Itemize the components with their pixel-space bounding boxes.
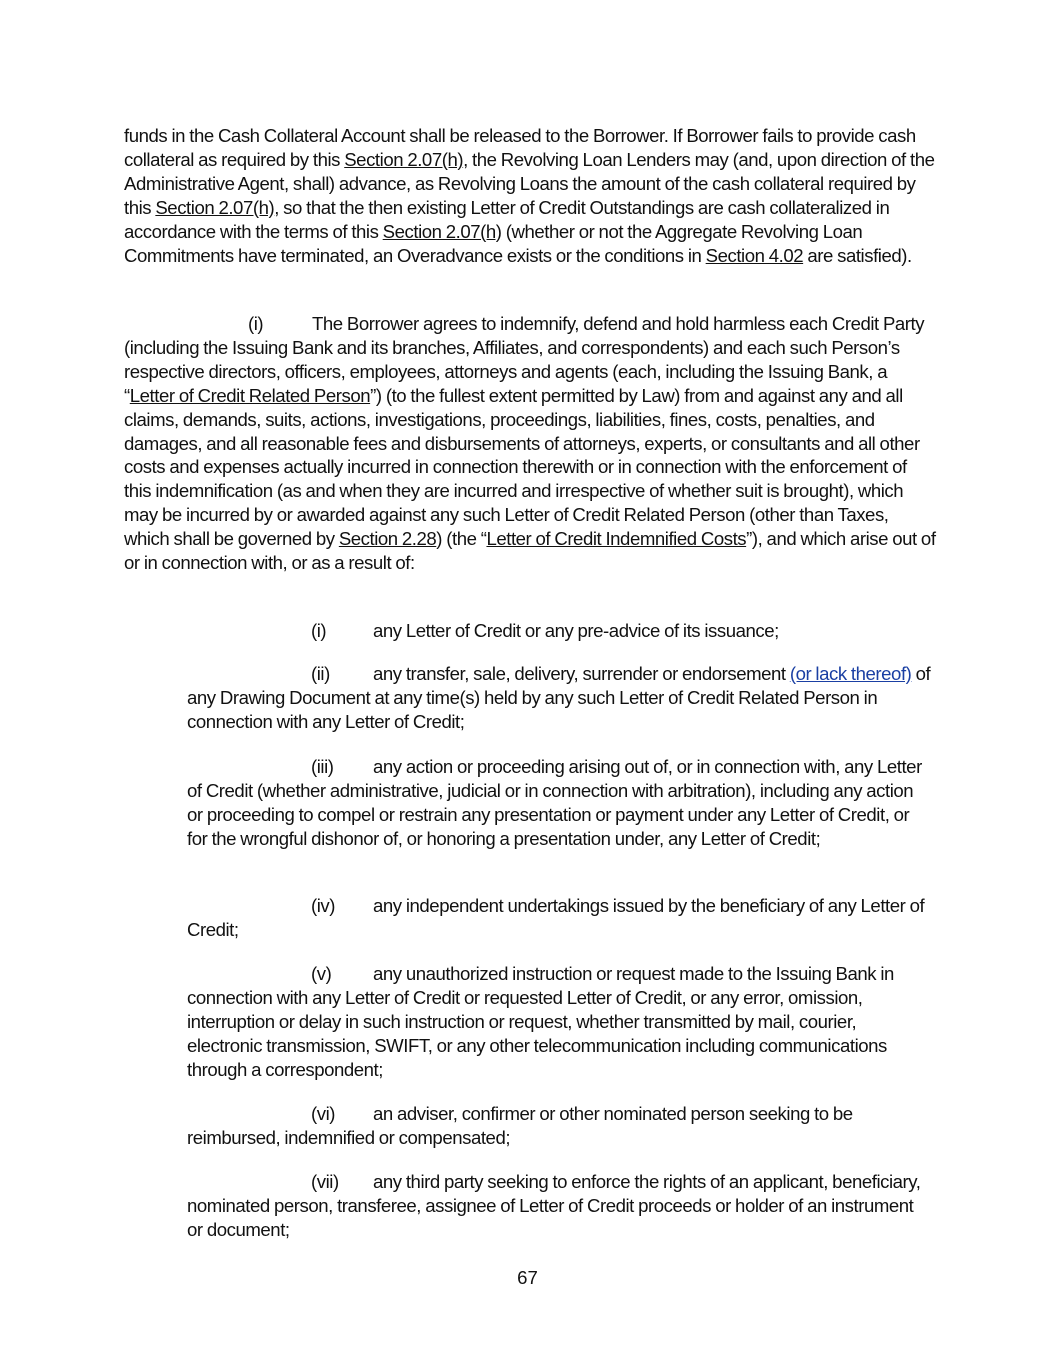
- item-label: (i): [311, 620, 327, 641]
- page-number: 67: [517, 1267, 538, 1288]
- list-item: (ii) any transfer, sale, delivery, surrender or endorsement (or lack thereof) of any Drawing Document at any time(s) held by any such Letter of Credit Related Person in connection with any Letter of Credit;: [187, 663, 931, 732]
- inline-link[interactable]: (or lack thereof): [789, 663, 912, 684]
- list-item: (vii) any third party seeking to enforce the rights of an applicant, beneficiary, nominated person, transferee, assignee of Letter of Credit proceeds or holder of an instrument or document;: [187, 1171, 921, 1240]
- defined-term: Letter of Credit Related Person: [129, 384, 371, 406]
- defined-term: Letter of Credit Indemnified Costs: [486, 528, 747, 550]
- paragraph-continuation: funds in the Cash Collateral Account shall be released to the Borrower. If Borrower fails to provide cash collateral as required by this Section 2.07(h), the Revolving Loan Lenders may (and, upon direction of the Administrative Agent, shall) advance, as Revolving Loans the amount of the cash collateral required by this Section 2.07(h), so that the then existing Letter of Credit Outstandings are cash collateralized in accordance with the terms of this Section 2.07(h) (whether or not the Aggregate Revolving Loan Commitments have terminated, an Overadvance exists or the conditions in Section 4.02 are satisfied).: [124, 125, 935, 266]
- item-label: (vi): [311, 1103, 336, 1124]
- paragraph-i: (i) The Borrower agrees to indemnify, defend and hold harmless each Credit Party (including the Issuing Bank and its branches, Affiliates, and correspondents) and each such Person’s respective directors, officers, employees, attorneys and agents (each, including the Issuing Bank, a “Letter of Credit Related Person”) (to the fullest extent permitted by Law) from and against any and all claims, demands, suits, actions, investigations, proceedings, liabilities, fines, costs, penalties, and damages, and all reasonable fees and disbursements of attorneys, experts, or consultants and all other costs and expenses actually incurred in connection therewith or in connection with the enforcement of this indemnification (as and when they are incurred and irrespective of whether suit is brought), which may be incurred by or awarded against any such Letter of Credit Related Person (other than Taxes, which shall be governed by Section 2.28) (the “Letter of Credit Indemnified Costs”), and which arise out of or in connection with, or as a result of:: [124, 313, 936, 574]
- section-reference: Section 2.28: [338, 528, 437, 550]
- section-reference: Section 4.02: [705, 244, 804, 266]
- section-reference: Section 2.07(h): [344, 148, 464, 170]
- item-label: (v): [311, 963, 332, 984]
- item-label: (ii): [311, 663, 330, 684]
- list-item: (iv) any independent undertakings issued by the beneficiary of any Letter of Credit;: [187, 895, 925, 940]
- list-item: (v) any unauthorized instruction or request made to the Issuing Bank in connection with any Letter of Credit or requested Letter of Credit, or any error, omission, interruption or delay in such instruction or request, whether transmitted by mail, courier, electronic transmission, SWIFT, or any other telecommunication including communications through a correspondent;: [187, 963, 894, 1080]
- section-reference: Section 2.07(h): [155, 196, 275, 218]
- list-item: (vi) an adviser, confirmer or other nominated person seeking to be reimbursed, indemnified or compensated;: [187, 1103, 853, 1148]
- item-label: (iii): [311, 756, 334, 777]
- item-label: (vii): [311, 1171, 339, 1192]
- clause-label: (i): [248, 313, 264, 334]
- list-item: (iii) any action or proceeding arising out of, or in connection with, any Letter of Credit (whether administrative, judicial or in connection with arbitration), including any action or proceeding to compel or restrain any presentation or payment under any Letter of Credit, or for the wrongful dishonor of, or honoring a presentation under, any Letter of Credit;: [187, 756, 922, 849]
- item-label: (iv): [311, 895, 336, 916]
- section-reference: Section 2.07(h): [382, 220, 502, 242]
- list-item: (i) any Letter of Credit or any pre-advice of its issuance;: [311, 620, 779, 641]
